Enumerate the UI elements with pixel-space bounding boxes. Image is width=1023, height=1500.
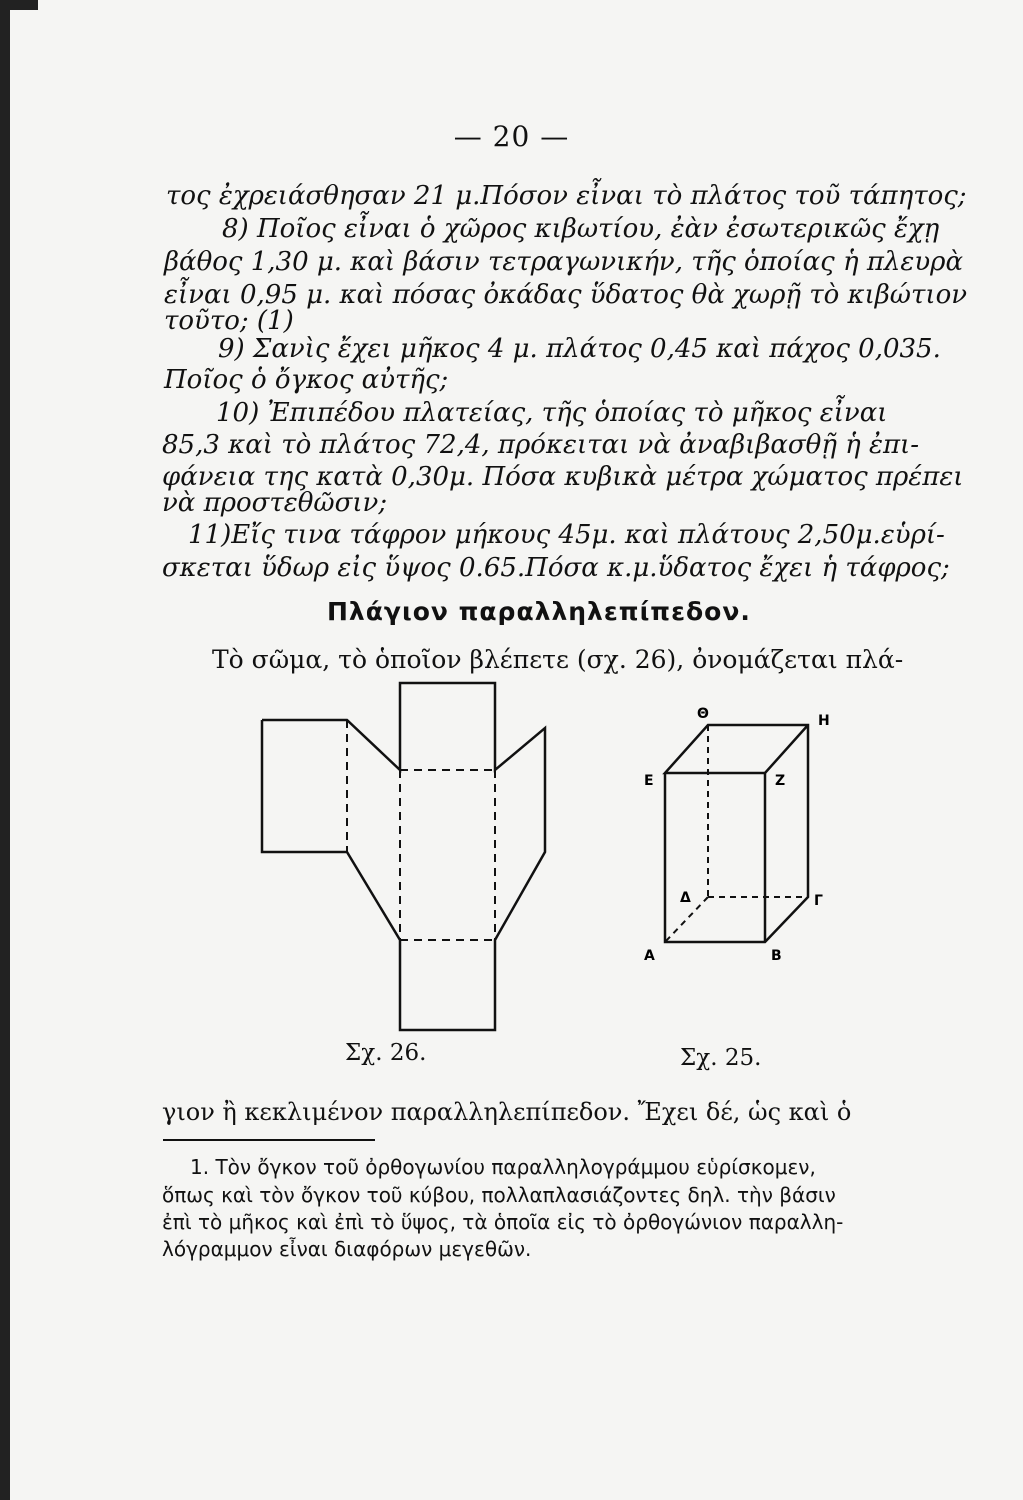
vertex-label-epsilon: Ε	[644, 773, 654, 789]
text-line: τοῦτο; (1)	[164, 306, 294, 336]
text-line: νὰ προστεθῶσιν;	[162, 488, 388, 518]
figure-25-box-diagram	[640, 705, 840, 970]
box-outline	[665, 725, 808, 942]
page-number: — 20 —	[453, 120, 570, 153]
footnote-line: λόγραμμον εἶναι διαφόρων μεγεθῶν.	[162, 1237, 532, 1261]
text-line: 85,3 καὶ τὸ πλάτος 72,4, πρόκειται νὰ ἀναβιβασθῇ ἡ ἐπι-	[162, 430, 920, 460]
footnote-line: 1. Τὸν ὄγκον τοῦ ὀρθογωνίου παραλληλογράμμου εὑρίσκομεν,	[190, 1155, 816, 1179]
scan-corner	[0, 0, 38, 10]
intro-line: Τὸ σῶμα, τὸ ὁποῖον βλέπετε (σχ. 26), ὀνομάζεται πλά-	[212, 645, 904, 674]
scan-edge	[0, 0, 10, 1500]
figure-25-caption: Σχ. 25.	[680, 1045, 762, 1071]
text-line: 9) Σανὶς ἔχει μῆκος 4 μ. πλάτος 0,45 καὶ πάχος 0,035.	[218, 334, 941, 364]
text-line: 10) Ἐπιπέδου πλατείας, τῆς ὁποίας τὸ μῆκος εἶναι	[216, 398, 888, 428]
footnote-divider	[163, 1139, 375, 1141]
vertex-label-gamma: Γ	[814, 893, 823, 909]
vertex-label-zeta: Ζ	[775, 773, 786, 789]
vertex-label-eta: Η	[818, 713, 830, 729]
figure-26-caption: Σχ. 26.	[345, 1040, 427, 1066]
section-heading: Πλάγιον παραλληλεπίπεδον.	[327, 597, 751, 626]
vertex-label-theta: Θ	[697, 706, 709, 722]
vertex-label-delta: Δ	[680, 890, 691, 906]
text-line: εἶναι 0,95 μ. καὶ πόσας ὀκάδας ὕδατος θὰ χωρῇ τὸ κιβώτιον	[164, 280, 968, 310]
continuation-line: γιον ἢ κεκλιμένον παραλληλεπίπεδον. Ἔχει δέ, ὡς καὶ ὁ	[162, 1098, 852, 1126]
text-line: 8) Ποῖος εἶναι ὁ χῶρος κιβωτίου, ἐὰν ἐσωτερικῶς ἔχῃ	[222, 214, 940, 244]
text-line: σκεται ὕδωρ εἰς ὕψος 0.65.Πόσα κ.μ.ὕδατος ἔχει ἡ τάφρος;	[162, 553, 950, 583]
text-line: φάνεια της κατὰ 0,30μ. Πόσα κυβικὰ μέτρα χώματος πρέπει	[162, 462, 964, 492]
vertex-label-beta: Β	[771, 948, 782, 964]
vertex-label-alpha: Α	[644, 948, 655, 964]
text-line: τος ἐχρειάσθησαν 21 μ.Πόσον εἶναι τὸ πλάτος τοῦ τάπητος;	[166, 181, 967, 211]
figure-26-net-diagram	[255, 680, 565, 1040]
footnote-line: ὅπως καὶ τὸν ὄγκον τοῦ κύβου, πολλαπλασιάζοντες δηλ. τὴν βάσιν	[162, 1183, 836, 1207]
net-outline	[262, 683, 545, 1030]
text-line: Ποῖος ὁ ὄγκος αὐτῆς;	[164, 365, 449, 395]
text-line: βάθος 1,30 μ. καὶ βάσιν τετραγωνικήν, τῆς ὁποίας ἡ πλευρὰ	[164, 247, 964, 277]
footnote-line: ἐπὶ τὸ μῆκος καὶ ἐπὶ τὸ ὕψος, τὰ ὁποῖα εἰς τὸ ὀρθογώνιον παραλλη-	[162, 1210, 844, 1234]
text-line: 11)Εἴς τινα τάφρον μήκους 45μ. καὶ πλάτους 2,50μ.εὑρί-	[188, 520, 945, 550]
